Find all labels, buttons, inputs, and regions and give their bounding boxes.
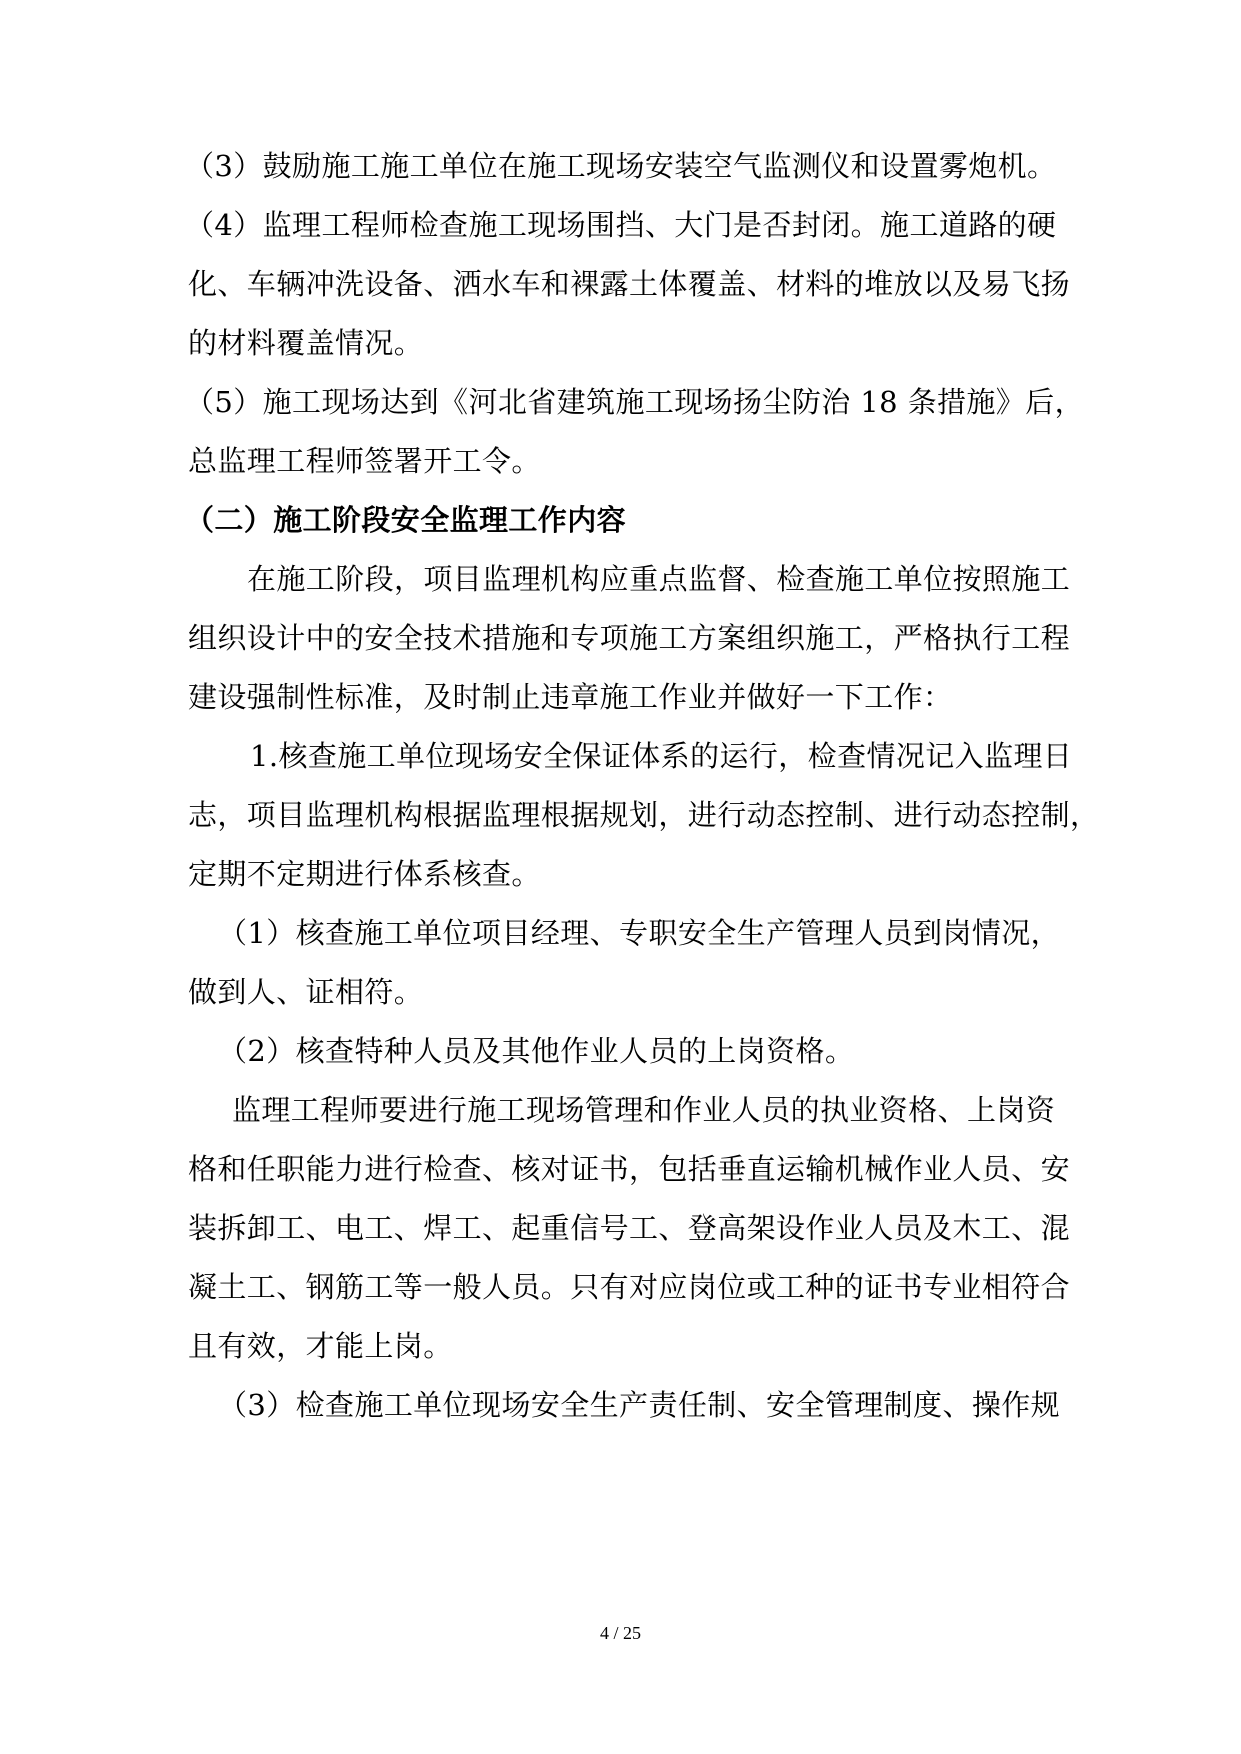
paragraph-line: （2）核查特种人员及其他作业人员的上岗资格。 bbox=[218, 1034, 855, 1068]
paragraph-line: 的材料覆盖情况。 bbox=[188, 326, 424, 360]
paragraph-line: （5）施工现场达到《河北省建筑施工现场扬尘防治 18 条措施》后， bbox=[185, 385, 1084, 419]
paragraph-line: （3）检查施工单位现场安全生产责任制、安全管理制度、操作规 bbox=[218, 1388, 1061, 1422]
paragraph-line: 化、车辆冲洗设备、洒水车和裸露土体覆盖、材料的堆放以及易飞扬 bbox=[188, 267, 1071, 301]
section-heading: （二）施工阶段安全监理工作内容 bbox=[185, 503, 627, 537]
paragraph-line: （1）核查施工单位项目经理、专职安全生产管理人员到岗情况， bbox=[218, 916, 1061, 950]
paragraph-line: 装拆卸工、电工、焊工、起重信号工、登高架设作业人员及木工、混 bbox=[188, 1211, 1071, 1245]
paragraph-line: 组织设计中的安全技术措施和专项施工方案组织施工，严格执行工程 bbox=[188, 621, 1071, 655]
paragraph-line: 凝土工、钢筋工等一般人员。只有对应岗位或工种的证书专业相符合 bbox=[188, 1270, 1071, 1304]
paragraph-line: 定期不定期进行体系核查。 bbox=[188, 857, 541, 891]
paragraph-line: 建设强制性标准，及时制止违章施工作业并做好一下工作： bbox=[188, 680, 953, 714]
paragraph-line: 总监理工程师签署开工令。 bbox=[188, 444, 541, 478]
page-number: 4 / 25 bbox=[599, 1623, 641, 1643]
paragraph-line: 格和任职能力进行检查、核对证书，包括垂直运输机械作业人员、安 bbox=[188, 1152, 1071, 1186]
paragraph-line: 且有效，才能上岗。 bbox=[188, 1329, 453, 1363]
paragraph-line: 1.核查施工单位现场安全保证体系的运行，检查情况记入监理日 bbox=[250, 739, 1073, 773]
paragraph-line: 做到人、证相符。 bbox=[188, 975, 424, 1009]
paragraph-line: 在施工阶段，项目监理机构应重点监督、检查施工单位按照施工 bbox=[247, 562, 1071, 596]
paragraph-line: （4）监理工程师检查施工现场围挡、大门是否封闭。施工道路的硬 bbox=[185, 208, 1057, 242]
paragraph-line: 监理工程师要进行施工现场管理和作业人员的执业资格、上岗资 bbox=[232, 1093, 1056, 1127]
paragraph-line: 志，项目监理机构根据监理根据规划，进行动态控制、进行动态控制， bbox=[188, 798, 1100, 832]
paragraph-line: （3）鼓励施工施工单位在施工现场安装空气监测仪和设置雾炮机。 bbox=[185, 149, 1057, 183]
